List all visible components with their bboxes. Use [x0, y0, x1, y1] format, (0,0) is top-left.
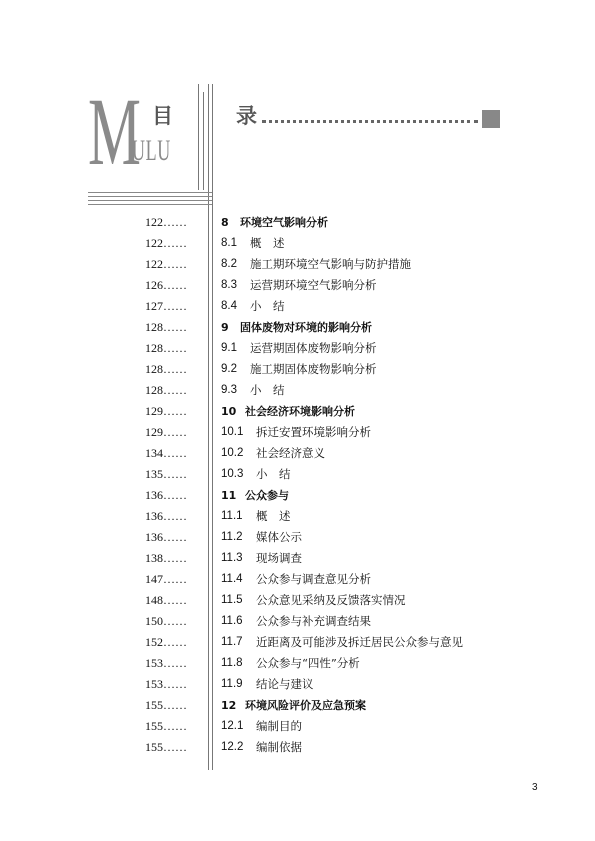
- toc-entry[interactable]: [0, 296, 595, 317]
- toc-page-number: 122……: [145, 215, 187, 229]
- toc-section-title: 小 结: [250, 383, 285, 397]
- toc-section-title: 公众意见采纳及反馈落实情况: [256, 593, 406, 607]
- title-square-marker: [482, 110, 500, 128]
- toc-entry[interactable]: [0, 380, 595, 401]
- mulu-ulu-text: ULU: [132, 134, 171, 167]
- toc-section-title: 概 述: [256, 509, 291, 523]
- toc-page-number: 126……: [145, 278, 187, 292]
- toc-section-number: 10.3: [221, 468, 244, 480]
- toc-section-number: 8.2: [221, 258, 237, 270]
- toc-page-number: 150……: [145, 614, 187, 628]
- toc-page-number: 128……: [145, 341, 187, 355]
- toc-section-number: 11.7: [221, 636, 243, 648]
- toc-section-number: 11.1: [221, 510, 243, 522]
- header-horizontal-rule: [88, 196, 212, 197]
- toc-section-title: 现场调查: [256, 551, 302, 565]
- toc-section-number: 11.8: [221, 657, 243, 669]
- toc-section-title: 小 结: [250, 299, 285, 313]
- title-dotted-leader: [262, 120, 478, 123]
- toc-section-title: 媒体公示: [256, 530, 302, 544]
- toc-section-number: 11.5: [221, 594, 243, 606]
- title-mu: 目: [152, 104, 173, 128]
- toc-entry[interactable]: [0, 737, 595, 758]
- toc-entry[interactable]: [0, 695, 595, 716]
- toc-entry[interactable]: [0, 233, 595, 254]
- toc-entry[interactable]: [0, 569, 595, 590]
- toc-page-number: 129……: [145, 404, 187, 418]
- toc-entry[interactable]: [0, 275, 595, 296]
- toc-section-number: 8.4: [221, 300, 237, 312]
- toc-entry[interactable]: [0, 527, 595, 548]
- toc-section-title: 近距离及可能涉及拆迁居民公众参与意见: [256, 635, 463, 649]
- toc-section-title: 公众参与: [245, 489, 289, 502]
- toc-section-title: 环境空气影响分析: [240, 216, 328, 229]
- toc-section-title: 运营期环境空气影响分析: [250, 278, 377, 292]
- toc-section-number: 8: [221, 216, 229, 229]
- toc-section-number: 9: [221, 321, 229, 334]
- toc-section-title: 固体废物对环境的影响分析: [240, 321, 372, 334]
- toc-section-title: 施工期固体废物影响分析: [250, 362, 377, 376]
- header-vertical-rule: [203, 92, 204, 190]
- toc-section-number: 11: [221, 489, 237, 502]
- toc-page-number: 136……: [145, 530, 187, 544]
- toc-section-title: 结论与建议: [256, 677, 314, 691]
- toc-section-number: 9.3: [221, 384, 237, 396]
- toc-page-number: 155……: [145, 698, 187, 712]
- toc-entry[interactable]: [0, 443, 595, 464]
- toc-entry[interactable]: [0, 632, 595, 653]
- toc-section-title: 公众参与“四性”分析: [256, 656, 360, 670]
- toc-page-number: 129……: [145, 425, 187, 439]
- toc-page-number: 128……: [145, 362, 187, 376]
- toc-page-number: 155……: [145, 719, 187, 733]
- toc-section-number: 11.3: [221, 552, 243, 564]
- toc-page-number: 153……: [145, 677, 187, 691]
- toc-section-title: 编制依据: [256, 740, 302, 754]
- toc-page-number: 152……: [145, 635, 187, 649]
- toc-entry[interactable]: [0, 548, 595, 569]
- toc-section-title: 小 结: [256, 467, 291, 481]
- toc-entry[interactable]: [0, 212, 595, 233]
- toc-section-number: 11.6: [221, 615, 243, 627]
- toc-section-number: 10.1: [221, 426, 244, 438]
- toc-page-number: 134……: [145, 446, 187, 460]
- toc-page-number: 153……: [145, 656, 187, 670]
- toc-entry[interactable]: [0, 401, 595, 422]
- header-horizontal-rule: [88, 192, 212, 193]
- toc-entry[interactable]: [0, 338, 595, 359]
- toc-entry[interactable]: [0, 464, 595, 485]
- toc-page-number: 147……: [145, 572, 187, 586]
- toc-section-number: 8.1: [221, 237, 237, 249]
- title-lu: 录: [236, 104, 257, 128]
- toc-section-title: 社会经济意义: [256, 446, 325, 460]
- toc-page-number: 155……: [145, 740, 187, 754]
- toc-page-number: 148……: [145, 593, 187, 607]
- toc-section-number: 9.2: [221, 363, 237, 375]
- header-horizontal-rule: [88, 204, 212, 205]
- toc-entry[interactable]: [0, 716, 595, 737]
- toc-entry[interactable]: [0, 506, 595, 527]
- toc-page-number: 128……: [145, 383, 187, 397]
- toc-entry[interactable]: [0, 653, 595, 674]
- toc-entry[interactable]: [0, 359, 595, 380]
- toc-section-title: 概 述: [250, 236, 285, 250]
- toc-entry[interactable]: [0, 674, 595, 695]
- mulu-big-letter: M: [88, 78, 141, 185]
- toc-section-number: 11.2: [221, 531, 243, 543]
- toc-page-number: 136……: [145, 509, 187, 523]
- header-horizontal-rule: [88, 200, 212, 201]
- toc-section-title: 公众参与调查意见分析: [256, 572, 371, 586]
- toc-section-number: 9.1: [221, 342, 237, 354]
- toc-entry[interactable]: [0, 422, 595, 443]
- header-vertical-rule: [198, 84, 199, 190]
- toc-section-number: 11.4: [221, 573, 243, 585]
- toc-section-title: 社会经济环境影响分析: [245, 405, 355, 418]
- toc-section-number: 8.3: [221, 279, 237, 291]
- toc-section-number: 12: [221, 699, 237, 712]
- toc-page-number: 136……: [145, 488, 187, 502]
- toc-section-title: 运营期固体废物影响分析: [250, 341, 377, 355]
- toc-section-title: 编制目的: [256, 719, 302, 733]
- toc-section-title: 公众参与补充调查结果: [256, 614, 371, 628]
- toc-entry[interactable]: [0, 611, 595, 632]
- toc-page-number: 122……: [145, 257, 187, 271]
- toc-section-title: 拆迁安置环境影响分析: [256, 425, 371, 439]
- toc-entry[interactable]: [0, 590, 595, 611]
- toc-section-number: 12.1: [221, 720, 244, 732]
- toc-page-number: 138……: [145, 551, 187, 565]
- toc-section-number: 12.2: [221, 741, 244, 753]
- toc-entry[interactable]: [0, 317, 595, 338]
- toc-section-title: 环境风险评价及应急预案: [245, 699, 366, 712]
- toc-page-number: 127……: [145, 299, 187, 313]
- toc-entry[interactable]: [0, 485, 595, 506]
- toc-page-number: 122……: [145, 236, 187, 250]
- toc-entry[interactable]: [0, 254, 595, 275]
- toc-section-number: 11.9: [221, 678, 243, 690]
- toc-section-number: 10.2: [221, 447, 244, 459]
- page-number: 3: [532, 782, 538, 793]
- toc-section-number: 10: [221, 405, 237, 418]
- toc-section-title: 施工期环境空气影响与防护措施: [250, 257, 411, 271]
- toc-page-number: 128……: [145, 320, 187, 334]
- toc-page-number: 135……: [145, 467, 187, 481]
